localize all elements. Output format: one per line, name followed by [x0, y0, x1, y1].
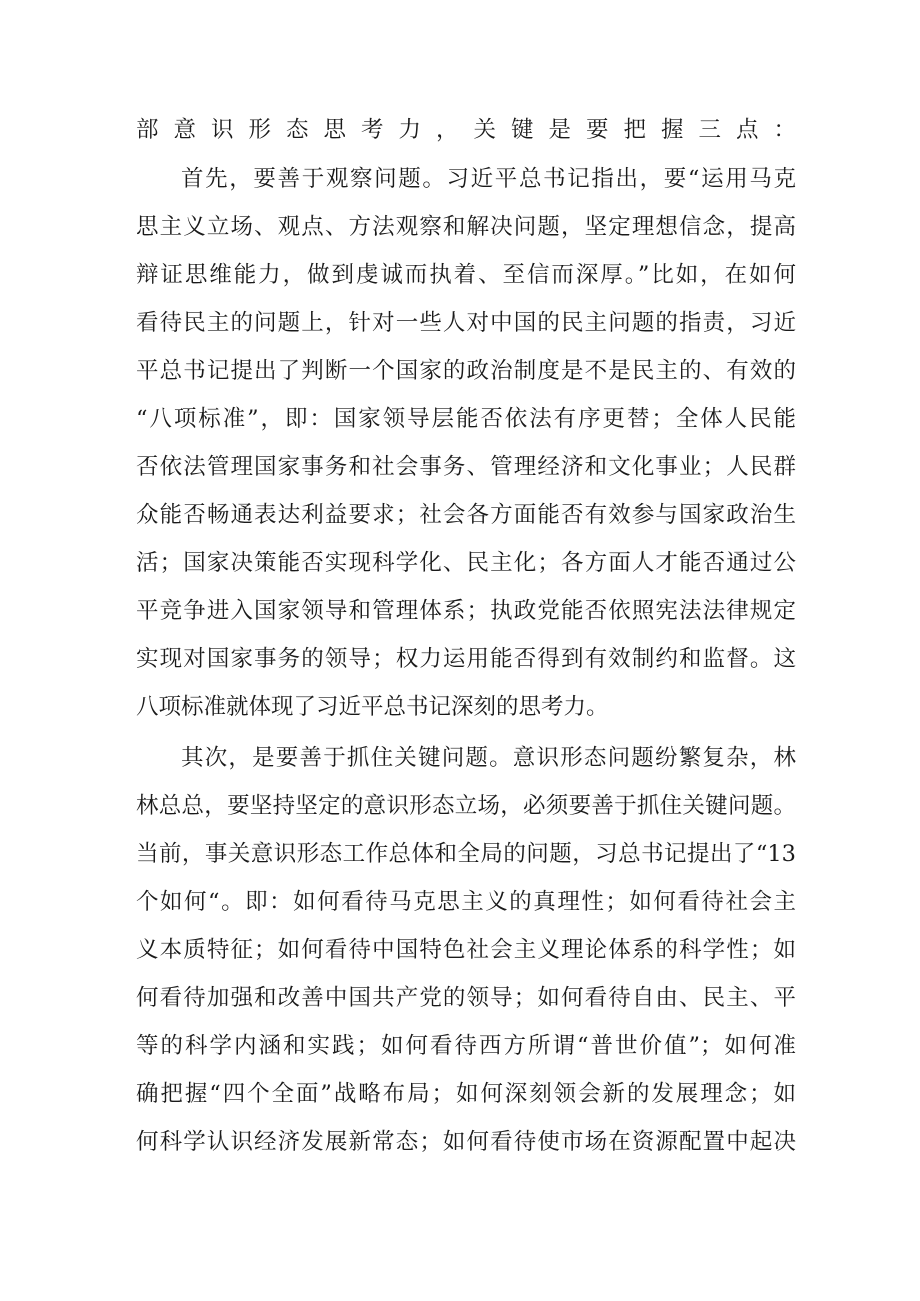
text-line: “八项标准”，即：国家领导层能否依法有序更替；全体人民能 [136, 406, 796, 432]
text-line: 思主义立场、观点、方法观察和解决问题，坚定理想信念，提高 [136, 214, 796, 240]
paragraph-first-line: 首先，要善于观察问题。习近平总书记指出，要“运用马克 [181, 166, 796, 192]
text-line: 个如何“。即：如何看待马克思主义的真理性；如何看待社会主 [136, 889, 796, 915]
text-line: 平总书记提出了判断一个国家的政治制度是不是民主的、有效的 [136, 358, 796, 384]
text-line: 活；国家决策能否实现科学化、民主化；各方面人才能否通过公 [136, 550, 796, 576]
text-line: 何科学认识经济发展新常态；如何看待使市场在资源配置中起决 [136, 1129, 796, 1155]
text-line: 看待民主的问题上，针对一些人对中国的民主问题的指责，习近 [136, 310, 796, 336]
paragraph-last-line: 八项标准就体现了习近平总书记深刻的思考力。 [136, 694, 609, 720]
text-line: 当前，事关意识形态工作总体和全局的问题，习总书记提出了“13 [136, 841, 796, 867]
text-line: 等的科学内涵和实践；如何看待西方所谓“普世价值”；如何准 [136, 1033, 796, 1059]
text-line: 否依法管理国家事务和社会事务、管理经济和文化事业；人民群 [136, 454, 796, 480]
text-line: 实现对国家事务的领导；权力运用能否得到有效制约和监督。这 [136, 646, 796, 672]
text-line: 平竞争进入国家领导和管理体系；执政党能否依照宪法法律规定 [136, 598, 796, 624]
paragraph-first-line: 其次，是要善于抓住关键问题。意识形态问题纷繁复杂，林 [181, 745, 796, 771]
text-line: 林总总，要坚持坚定的意识形态立场，必须要善于抓住关键问题。 [136, 793, 796, 819]
text-line: 义本质特征；如何看待中国特色社会主义理论体系的科学性；如 [136, 937, 796, 963]
text-line: 何看待加强和改善中国共产党的领导；如何看待自由、民主、平 [136, 985, 796, 1011]
text-line: 部意识形态思考力，关键是要把握三点： [136, 117, 796, 143]
text-line: 辩证思维能力，做到虔诚而执着、至信而深厚。”比如，在如何 [136, 262, 796, 288]
text-line: 确把握“四个全面”战略布局；如何深刻领会新的发展理念；如 [136, 1081, 796, 1107]
text-line: 众能否畅通表达利益要求；社会各方面能否有效参与国家政治生 [136, 502, 796, 528]
